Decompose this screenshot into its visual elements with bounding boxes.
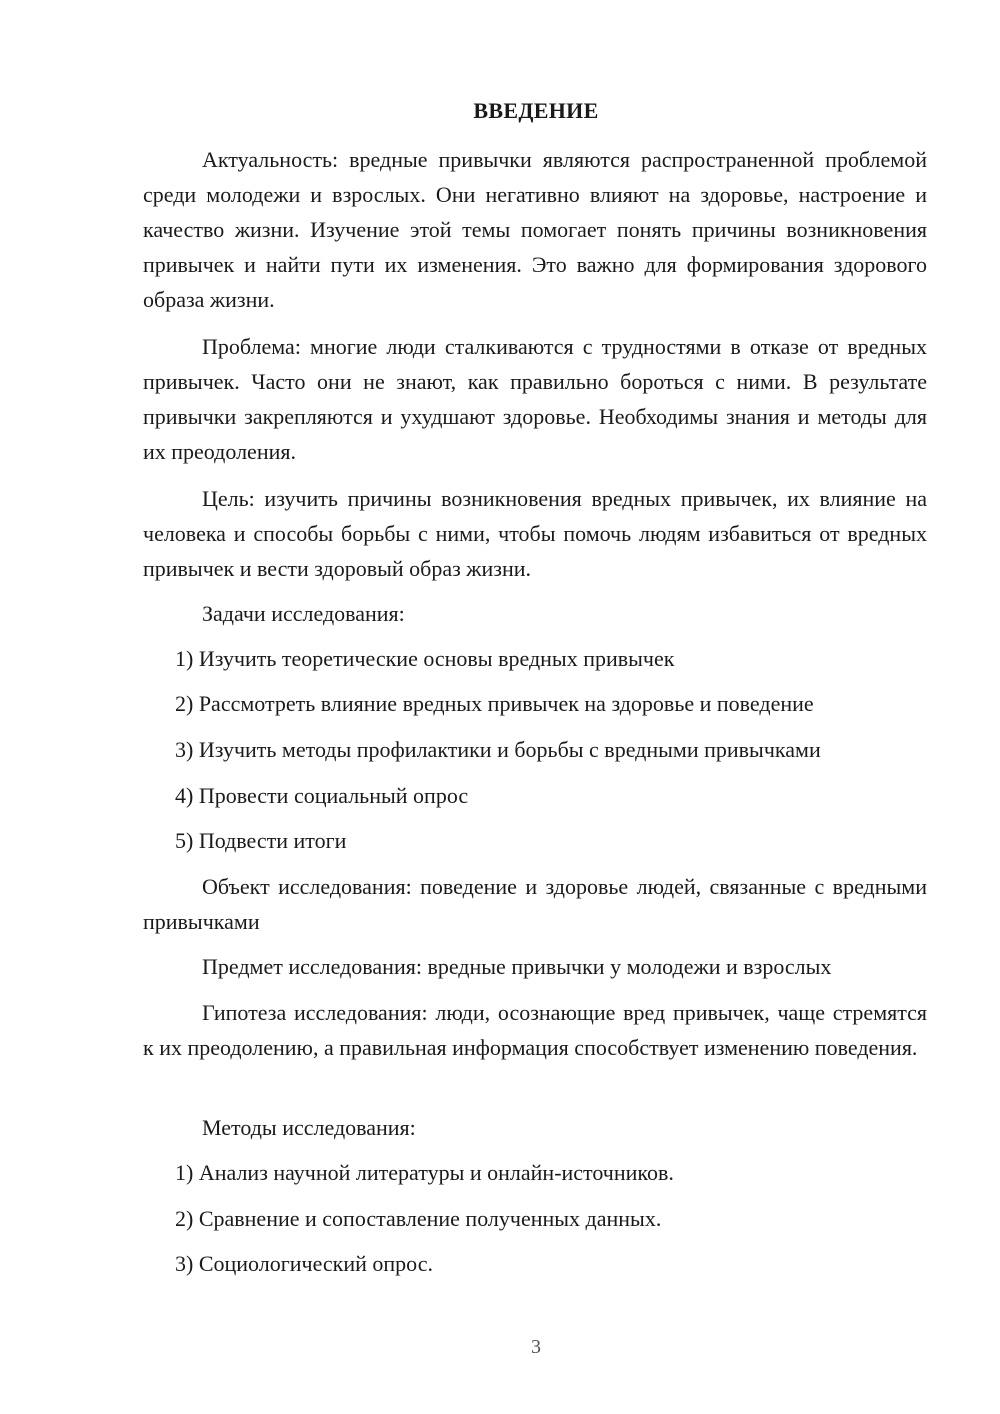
section-heading: ВВЕДЕНИЕ [473, 98, 599, 123]
task-item: 1) Изучить теоретические основы вредных привычек [175, 646, 675, 671]
task-item: 4) Провести социальный опрос [175, 783, 469, 808]
task-item: 2) Рассмотреть влияние вредных привычек на здоровье и поведение [175, 691, 814, 716]
tasks-title: Задачи исследования: [202, 601, 405, 626]
problem-paragraph: Проблема: многие люди сталкиваются с трудностями в отказе от вредных привычек. Часто они не знают, как правильно бороться с ними. В результате привычки закрепляются и ухудшают здоровье. Необходимы знания и методы для их преодоления. [143, 334, 927, 464]
hypothesis-paragraph: Гипотеза исследования: люди, осознающие вред привычек, чаще стремятся к их преодолению, а правильная информация способствует изменению поведения. [143, 1000, 927, 1060]
method-item: 2) Сравнение и сопоставление полученных данных. [175, 1206, 662, 1231]
object-paragraph: Объект исследования: поведение и здоровье людей, связанные с вредными привычками [143, 874, 927, 934]
task-item: 3) Изучить методы профилактики и борьбы с вредными привычками [175, 737, 821, 762]
methods-title: Методы исследования: [202, 1115, 416, 1140]
goal-paragraph: Цель: изучить причины возникновения вредных привычек, их влияние на человека и способы борьбы с ними, чтобы помочь людям избавиться от вредных привычек и вести здоровый образ жизни. [143, 486, 927, 581]
method-item: 3) Социологический опрос. [175, 1251, 433, 1276]
relevance-paragraph: Актуальность: вредные привычки являются распространенной проблемой среди молодежи и взрослых. Они негативно влияют на здоровье, настроение и качество жизни. Изучение этой темы помогает понять причины возникновения привычек и найти пути их изменения. Это важно для формирования здорового образа жизни. [143, 147, 927, 312]
page-number: 3 [531, 1336, 541, 1358]
task-item: 5) Подвести итоги [175, 828, 347, 853]
method-item: 1) Анализ научной литературы и онлайн-источников. [175, 1160, 674, 1185]
subject-paragraph: Предмет исследования: вредные привычки у молодежи и взрослых [202, 954, 832, 979]
